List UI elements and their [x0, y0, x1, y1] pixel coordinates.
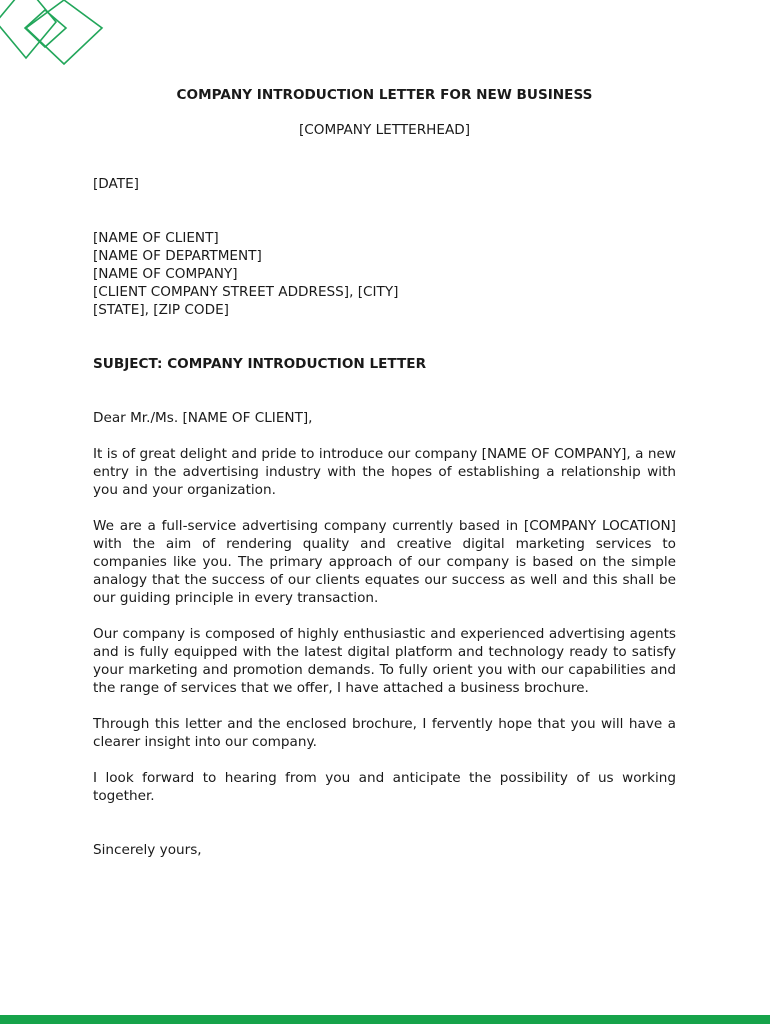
salutation: Dear Mr./Ms. [NAME OF CLIENT],	[93, 410, 313, 426]
document-title: COMPANY INTRODUCTION LETTER FOR NEW BUSINESS	[176, 87, 593, 103]
address-line: [NAME OF DEPARTMENT]	[93, 248, 262, 264]
body-paragraph: Our company is composed of highly enthusiastic and experienced advertising agents and is fully equipped with the latest digital platform and technology ready to satisfy your marketing and promotion demands. To fully orient you with our capabilities and the range of services that we offer, I have attached a business brochure.	[93, 626, 676, 696]
letter-date: [DATE]	[93, 176, 139, 192]
address-line: [CLIENT COMPANY STREET ADDRESS], [CITY]	[93, 284, 399, 300]
address-line: [STATE], [ZIP CODE]	[93, 302, 229, 318]
body-paragraph: Through this letter and the enclosed brochure, I fervently hope that you will have a clearer insight into our company.	[93, 716, 676, 750]
letter-document	[93, 86, 676, 859]
subject-line: SUBJECT: COMPANY INTRODUCTION LETTER	[93, 356, 427, 372]
body-paragraph: We are a full-service advertising company currently based in [COMPANY LOCATION] with the aim of rendering quality and creative digital marketing services to companies like you. The primary approach of our company is based on the simple analogy that the success of our clients equates our success as well and this shall be our guiding principle in every transaction.	[93, 518, 676, 606]
address-line: [NAME OF COMPANY]	[93, 266, 238, 282]
body-paragraph: I look forward to hearing from you and anticipate the possibility of us working together.	[93, 770, 676, 804]
address-line: [NAME OF CLIENT]	[93, 230, 219, 246]
diamond-logo-icon	[0, 0, 110, 70]
recipient-address	[93, 229, 676, 319]
body-paragraph: It is of great delight and pride to introduce our company [NAME OF COMPANY], a new entry in the advertising industry with the hopes of establishing a relationship with you and your organization.	[93, 446, 676, 498]
footer-accent-bar	[0, 1015, 770, 1024]
company-letterhead: [COMPANY LETTERHEAD]	[298, 122, 471, 138]
closing: Sincerely yours,	[93, 842, 202, 858]
